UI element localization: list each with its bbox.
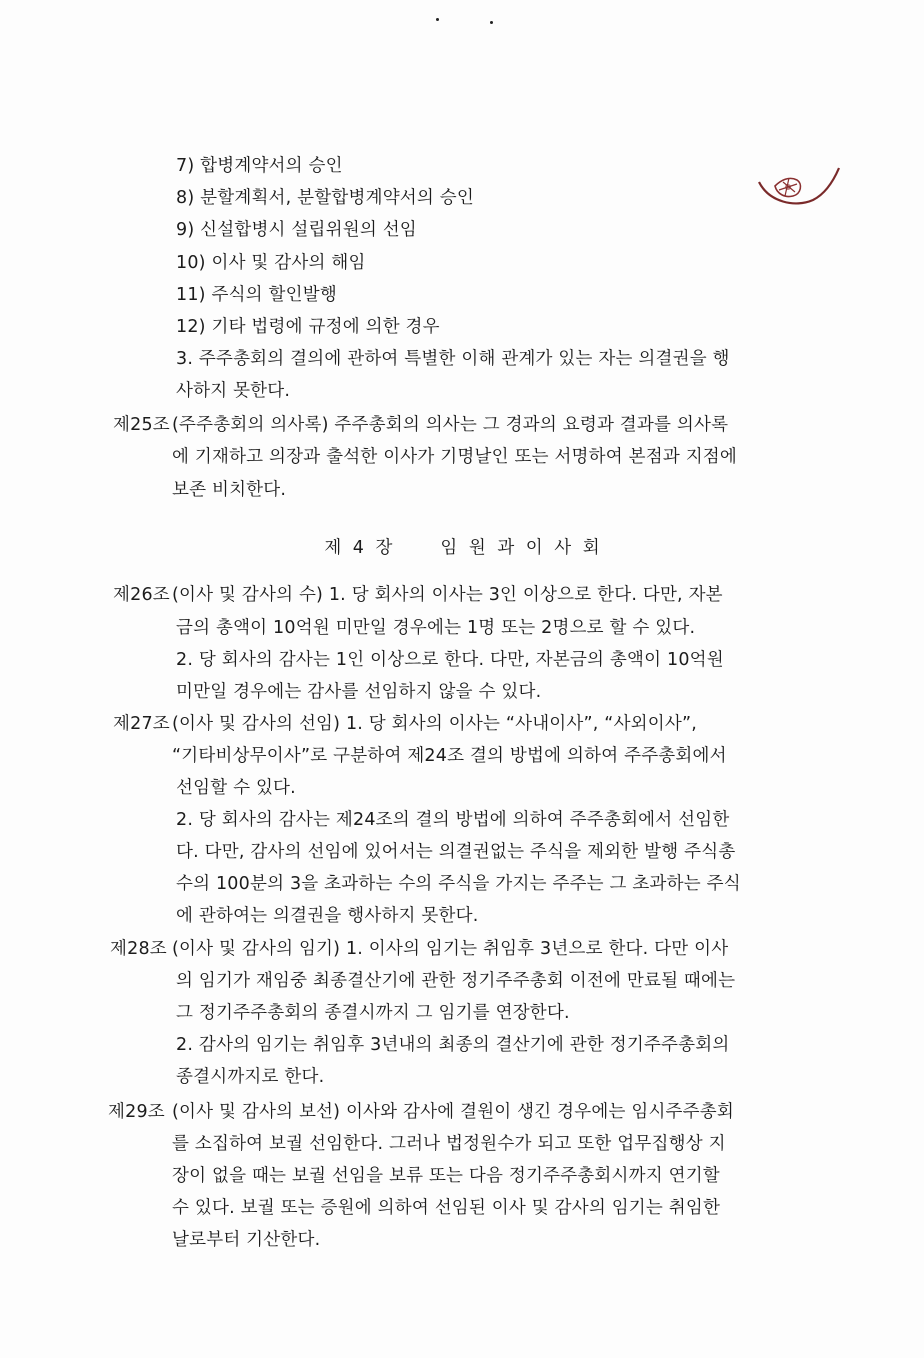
list-item: 10) 이사 및 감사의 해임	[176, 253, 366, 273]
paragraph-line: 3. 주주총회의 결의에 관하여 특별한 이해 관계가 있는 자는 의결권을 행	[176, 349, 730, 369]
article-line: 에 관하여는 의결권을 행사하지 못한다.	[176, 906, 479, 926]
seal-stamp-icon	[755, 162, 845, 214]
article-number: 제27조	[113, 714, 170, 734]
article-line: (이사 및 감사의 보선) 이사와 감사에 결원이 생긴 경우에는 임시주주총회	[172, 1102, 734, 1122]
chapter-title: 임 원 과 이 사 회	[440, 538, 600, 558]
article-line: 금의 총액이 10억원 미만일 경우에는 1명 또는 2명으로 할 수 있다.	[176, 618, 696, 638]
chapter-heading	[0, 536, 924, 560]
article-line: 선임할 수 있다.	[176, 778, 296, 798]
article-line: 를 소집하여 보궐 선임한다. 그러나 법정원수가 되고 또한 업무집행상 지	[172, 1134, 726, 1154]
article-line: 수 있다. 보궐 또는 증원에 의하여 선임된 이사 및 감사의 임기는 취임한	[172, 1198, 721, 1218]
article-line: 장이 없을 때는 보궐 선임을 보류 또는 다음 정기주주총회시까지 연기할	[172, 1166, 720, 1186]
list-item: 7) 합병계약서의 승인	[176, 156, 343, 176]
article-line: 의 임기가 재임중 최종결산기에 관한 정기주주총회 이전에 만료될 때에는	[176, 971, 736, 991]
chapter-number: 제 4 장	[324, 538, 393, 558]
scan-speck	[490, 21, 493, 24]
article-line: 종결시까지로 한다.	[176, 1067, 325, 1087]
article-line: 보존 비치한다.	[172, 480, 287, 500]
article-number: 제28조	[110, 939, 167, 959]
article-line: (주주총회의 의사록) 주주총회의 의사는 그 경과의 요령과 결과를 의사록	[172, 415, 729, 435]
list-item: 12) 기타 법령에 규정에 의한 경우	[176, 317, 440, 337]
list-item: 8) 분할계획서, 분할합병계약서의 승인	[176, 188, 474, 208]
article-line: 2. 당 회사의 감사는 제24조의 결의 방법에 의하여 주주총회에서 선임한	[176, 810, 730, 830]
article-number: 제25조	[113, 415, 170, 435]
article-line: 에 기재하고 의장과 출석한 이사가 기명날인 또는 서명하여 본점과 지점에	[172, 447, 738, 467]
article-line: “기타비상무이사”로 구분하여 제24조 결의 방법에 의하여 주주총회에서	[172, 746, 727, 766]
paragraph-line: 사하지 못한다.	[176, 381, 291, 401]
list-item: 9) 신설합병시 설립위원의 선임	[176, 220, 417, 240]
article-line: 미만일 경우에는 감사를 선임하지 않을 수 있다.	[176, 682, 542, 702]
list-item: 11) 주식의 할인발행	[176, 285, 337, 305]
article-number: 제26조	[113, 585, 170, 605]
scan-speck	[436, 18, 439, 21]
article-line: 수의 100분의 3을 초과하는 수의 주식을 가지는 주주는 그 초과하는 주식	[176, 874, 741, 894]
article-line: (이사 및 감사의 수) 1. 당 회사의 이사는 3인 이상으로 한다. 다만, 자본	[172, 585, 723, 605]
article-line: 다. 다만, 감사의 선임에 있어서는 의결권없는 주식을 제외한 발행 주식총	[176, 842, 736, 862]
article-line: (이사 및 감사의 임기) 1. 이사의 임기는 취임후 3년으로 한다. 다만 이사	[172, 939, 729, 959]
article-line: 2. 당 회사의 감사는 1인 이상으로 한다. 다만, 자본금의 총액이 10억원	[176, 650, 724, 670]
article-line: (이사 및 감사의 선임) 1. 당 회사의 이사는 “사내이사”, “사외이사”,	[172, 714, 698, 734]
article-line: 날로부터 기산한다.	[172, 1230, 321, 1250]
article-number: 제29조	[108, 1102, 165, 1122]
article-line: 2. 감사의 임기는 취임후 3년내의 최종의 결산기에 관한 정기주주총회의	[176, 1035, 730, 1055]
article-line: 그 정기주주총회의 종결시까지 그 임기를 연장한다.	[176, 1003, 570, 1023]
